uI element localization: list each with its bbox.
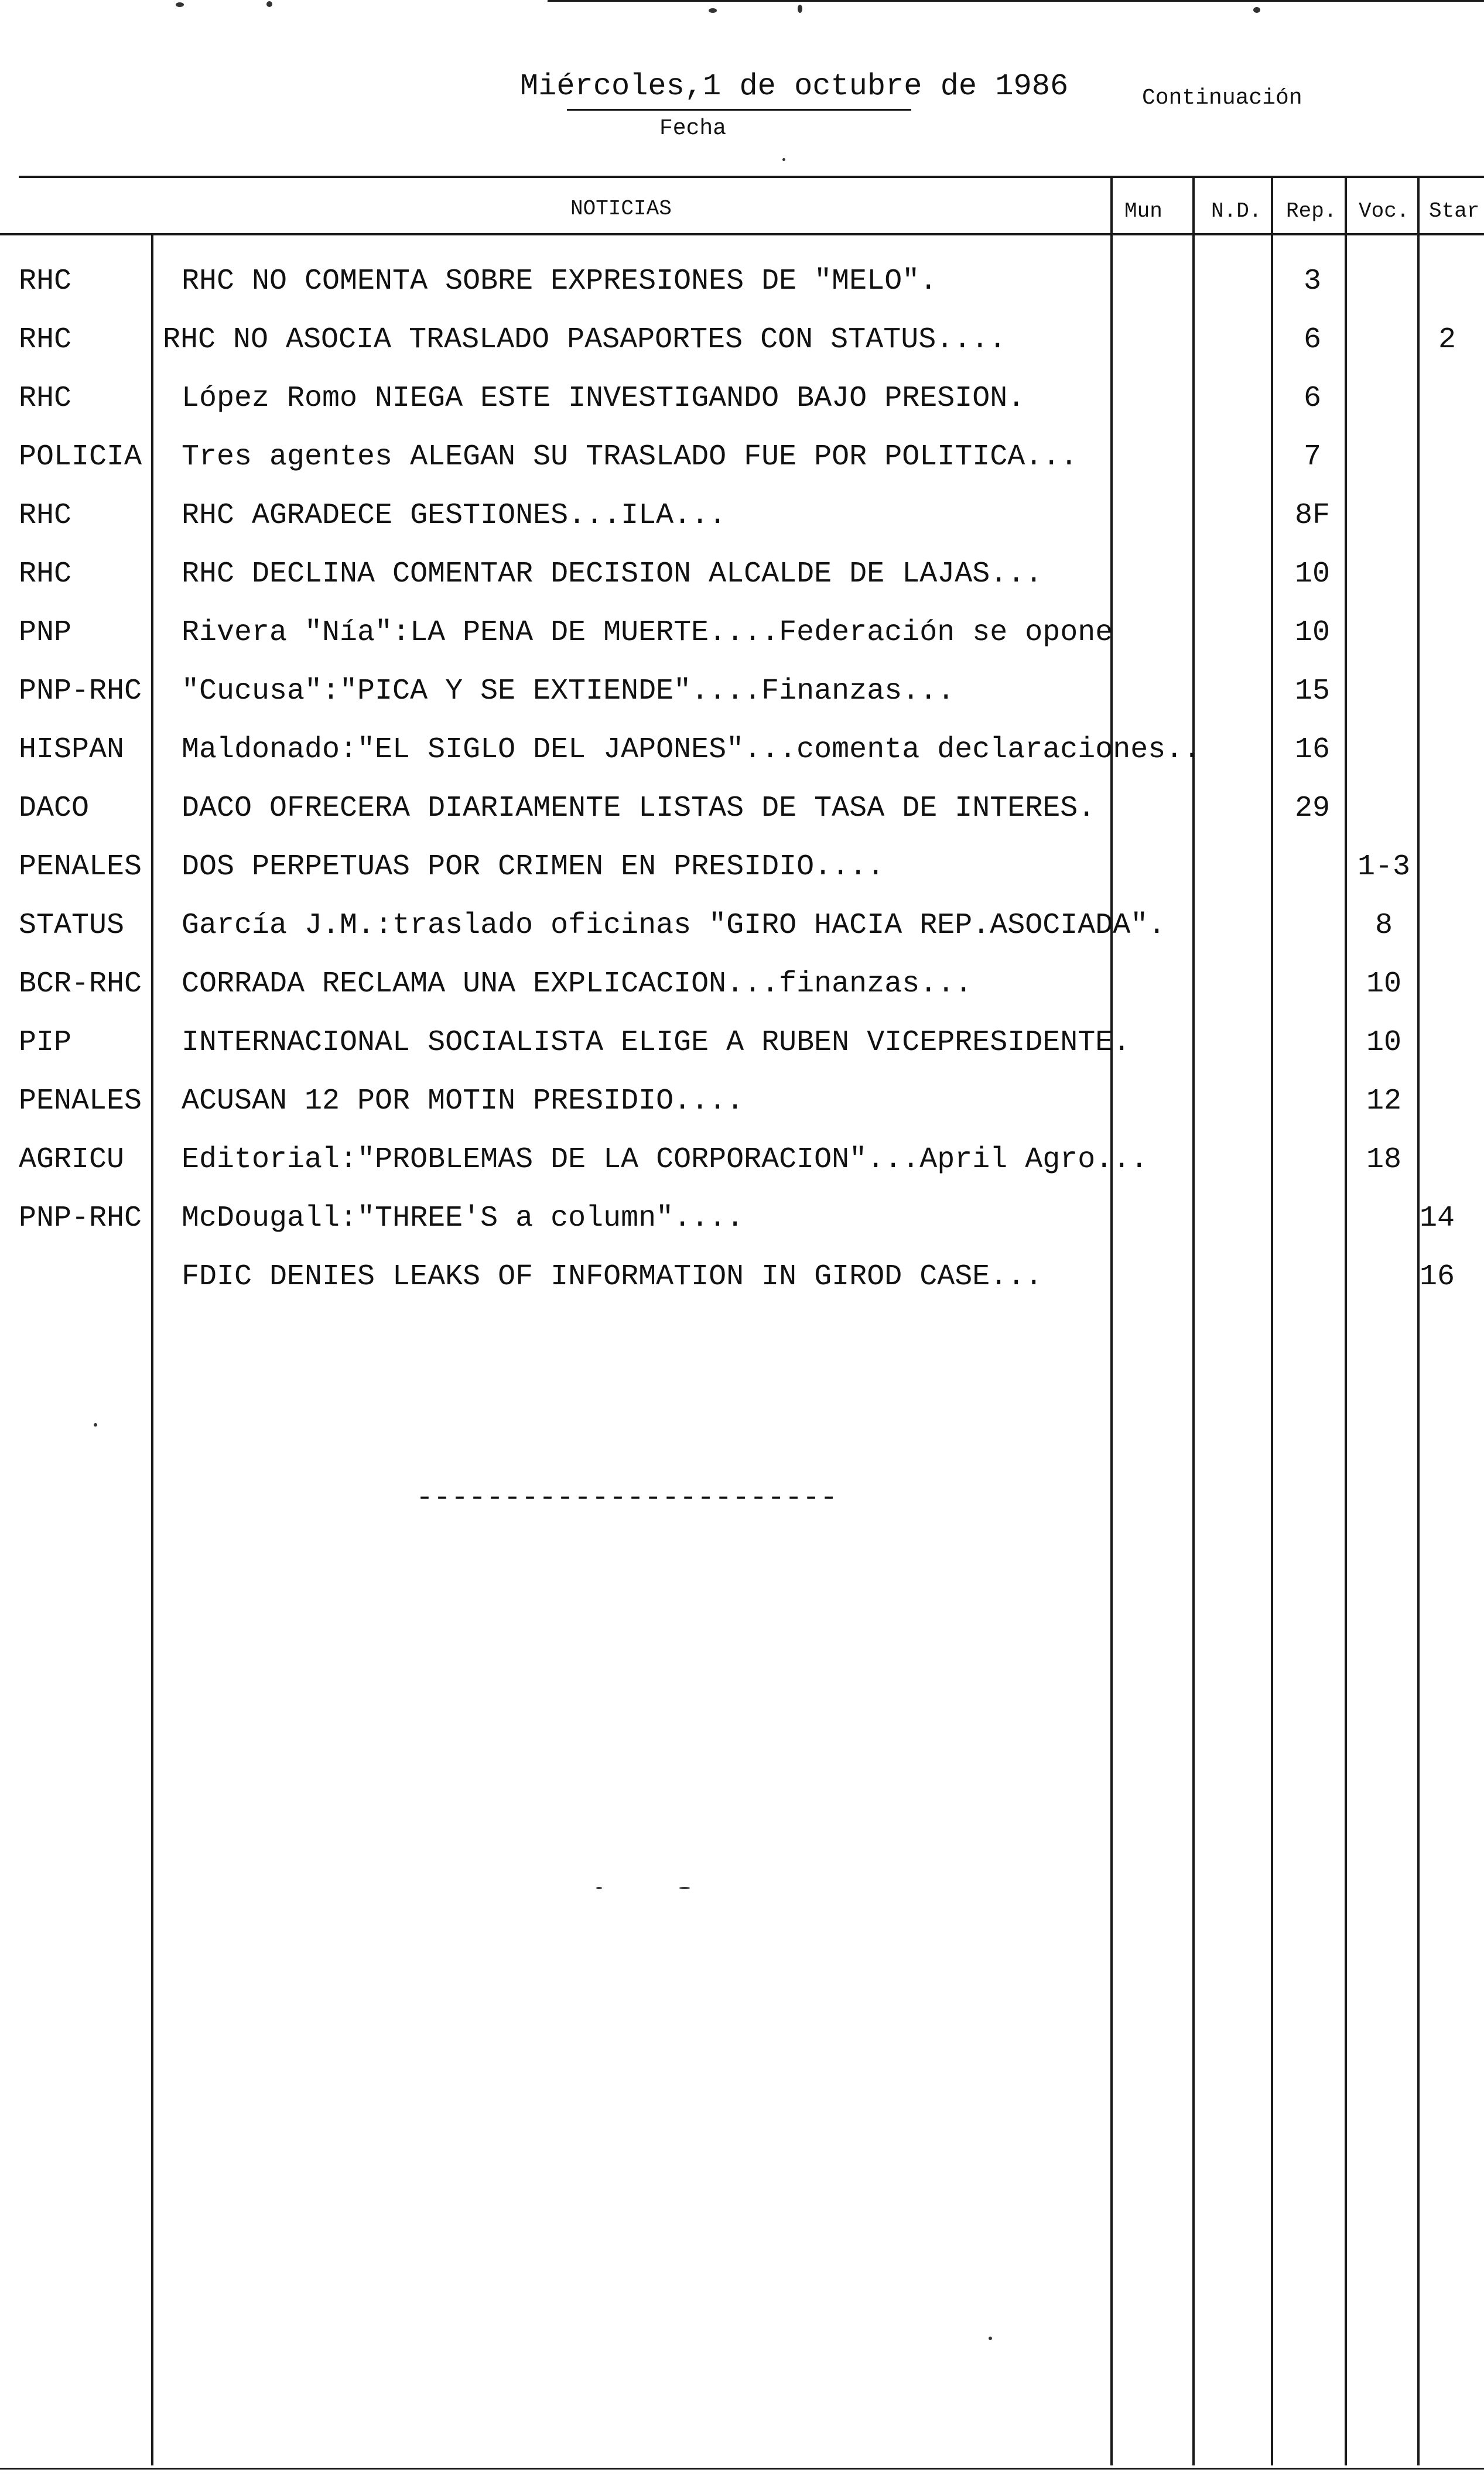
end-separator: ------------------------ xyxy=(416,1482,838,1515)
row-headline: FDIC DENIES LEAKS OF INFORMATION IN GIROD CASE... xyxy=(182,1260,1043,1294)
scan-speck xyxy=(709,8,717,13)
row-category: AGRICU xyxy=(19,1143,125,1176)
row-headline: RHC NO ASOCIA TRASLADO PASAPORTES CON STATUS.... xyxy=(163,323,1007,357)
table-row xyxy=(0,840,1484,898)
row-voc-page: 10 xyxy=(1366,1026,1401,1059)
row-rep-page: 29 xyxy=(1294,792,1330,825)
table-row xyxy=(0,957,1484,1015)
row-headline: RHC DECLINA COMENTAR DECISION ALCALDE DE LAJAS... xyxy=(182,558,1043,591)
row-rep-page: 8F xyxy=(1294,499,1330,532)
table-top-rule xyxy=(19,176,1484,178)
date-caption: Fecha xyxy=(659,116,727,141)
report-date: Miércoles,1 de octubre de 1986 xyxy=(520,69,1069,104)
page-bottom-rule xyxy=(0,2468,1484,2470)
column-header-star: Star xyxy=(1429,199,1480,223)
table-row xyxy=(0,606,1484,664)
row-headline: "Cucusa":"PICA Y SE EXTIENDE"....Finanzas... xyxy=(182,675,955,708)
row-headline: García J.M.:traslado oficinas "GIRO HACIA REP.ASOCIADA". xyxy=(182,909,1166,942)
row-category: PENALES xyxy=(19,850,142,884)
row-rep-page: 7 xyxy=(1303,440,1321,474)
continuation-label: Continuación xyxy=(1142,85,1302,111)
row-rep-page: 6 xyxy=(1303,323,1321,357)
row-headline: DOS PERPETUAS POR CRIMEN EN PRESIDIO.... xyxy=(182,850,885,884)
scan-speck xyxy=(798,5,802,13)
row-headline: RHC NO COMENTA SOBRE EXPRESIONES DE "MELO". xyxy=(182,265,938,298)
table-row xyxy=(0,1191,1484,1250)
row-headline: CORRADA RECLAMA UNA EXPLICACION...finanzas... xyxy=(182,967,973,1001)
row-category: PNP xyxy=(19,616,72,649)
table-row xyxy=(0,1250,1484,1308)
table-row xyxy=(0,781,1484,840)
row-category: RHC xyxy=(19,558,72,591)
scan-speck xyxy=(94,1423,97,1427)
table-row xyxy=(0,430,1484,488)
table-row xyxy=(0,254,1484,313)
scan-speck xyxy=(782,158,785,161)
scan-speck xyxy=(596,1887,602,1889)
scan-speck xyxy=(989,2337,992,2340)
table-row xyxy=(0,371,1484,430)
row-rep-page: 10 xyxy=(1294,558,1330,591)
row-star-page: 14 xyxy=(1420,1202,1455,1235)
row-voc-page: 18 xyxy=(1366,1143,1401,1176)
table-row xyxy=(0,898,1484,957)
row-headline: Maldonado:"EL SIGLO DEL JAPONES"...comenta declaraciones.. xyxy=(182,733,1201,767)
row-voc-page: 12 xyxy=(1366,1085,1401,1118)
column-header-rep: Rep. xyxy=(1286,199,1337,223)
row-category: RHC xyxy=(19,499,72,532)
row-star-page: 2 xyxy=(1438,323,1456,357)
row-headline: McDougall:"THREE'S a column".... xyxy=(182,1202,744,1235)
row-category: HISPAN xyxy=(19,733,125,767)
row-category: PNP-RHC xyxy=(19,675,142,708)
date-underline xyxy=(567,109,911,111)
column-header-voc: Voc. xyxy=(1359,199,1410,223)
table-row xyxy=(0,1015,1484,1074)
row-headline: INTERNACIONAL SOCIALISTA ELIGE A RUBEN VICEPRESIDENTE. xyxy=(182,1026,1131,1059)
table-row xyxy=(0,1133,1484,1191)
row-rep-page: 16 xyxy=(1294,733,1330,767)
row-voc-page: 8 xyxy=(1374,909,1393,942)
row-star-page: 16 xyxy=(1420,1260,1455,1294)
scan-speck xyxy=(1253,7,1260,13)
row-headline: Tres agentes ALEGAN SU TRASLADO FUE POR POLITICA... xyxy=(182,440,1078,474)
column-header-news: NOTICIAS xyxy=(570,197,672,221)
row-category: RHC xyxy=(19,323,72,357)
row-category: DACO xyxy=(19,792,90,825)
column-header-mun: Mun xyxy=(1124,199,1162,223)
scan-speck xyxy=(176,2,184,7)
row-category: PNP-RHC xyxy=(19,1202,142,1235)
row-category: STATUS xyxy=(19,909,125,942)
top-border-line xyxy=(548,0,1484,2)
row-category: BCR-RHC xyxy=(19,967,142,1001)
row-headline: Editorial:"PROBLEMAS DE LA CORPORACION"...April Agro... xyxy=(182,1143,1148,1176)
table-row xyxy=(0,664,1484,723)
row-headline: RHC AGRADECE GESTIONES...ILA... xyxy=(182,499,727,532)
row-headline: López Romo NIEGA ESTE INVESTIGANDO BAJO PRESION. xyxy=(182,382,1025,415)
header-bottom-rule xyxy=(0,233,1484,235)
scan-speck xyxy=(679,1887,690,1889)
scan-speck xyxy=(266,1,272,7)
table-row xyxy=(0,723,1484,781)
row-rep-page: 3 xyxy=(1303,265,1321,298)
row-category: PIP xyxy=(19,1026,72,1059)
row-rep-page: 15 xyxy=(1294,675,1330,708)
row-rep-page: 6 xyxy=(1303,382,1321,415)
table-row xyxy=(0,547,1484,606)
row-headline: Rivera "Nía":LA PENA DE MUERTE....Federación se opone xyxy=(182,616,1113,649)
row-headline: DACO OFRECERA DIARIAMENTE LISTAS DE TASA DE INTERES. xyxy=(182,792,1096,825)
row-category: PENALES xyxy=(19,1085,142,1118)
row-category: RHC xyxy=(19,265,72,298)
row-category: RHC xyxy=(19,382,72,415)
row-category: POLICIA xyxy=(19,440,142,474)
table-row xyxy=(0,1074,1484,1133)
row-headline: ACUSAN 12 POR MOTIN PRESIDIO.... xyxy=(182,1085,744,1118)
table-row xyxy=(0,313,1484,371)
table-row xyxy=(0,488,1484,547)
row-voc-page: 10 xyxy=(1366,967,1401,1001)
row-voc-page: 1-3 xyxy=(1357,850,1410,884)
column-header-nd: N.D. xyxy=(1211,199,1262,223)
row-rep-page: 10 xyxy=(1294,616,1330,649)
